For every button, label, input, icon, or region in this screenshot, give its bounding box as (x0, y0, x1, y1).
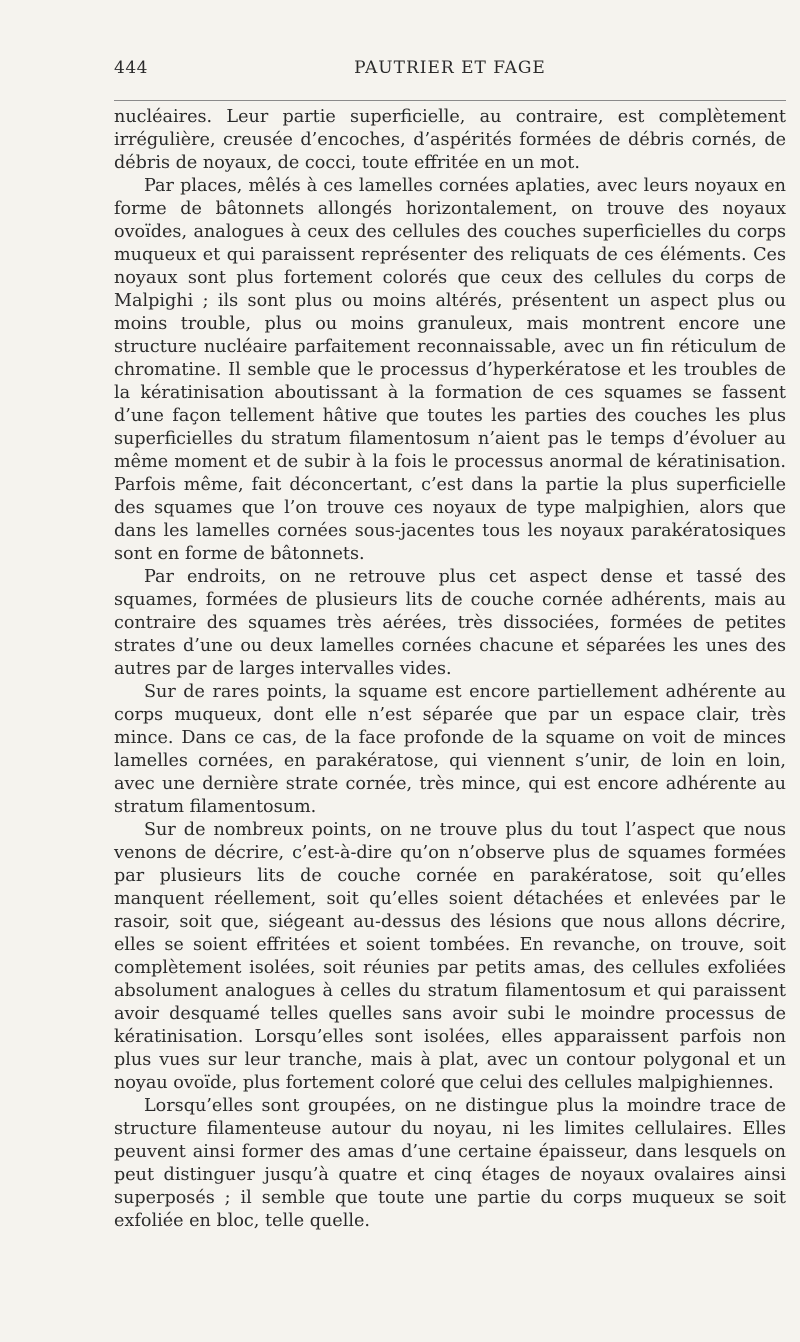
paragraph: Lorsqu’elles sont groupées, on ne distingue plus la moindre trace de structure filamenteuse autour du noyau, ni les limites cellulaires. Elles peuvent ainsi former des amas d’une certaine épaisseur, dans lesquels on peut distinguer jusqu’à quatre et cinq étages de noyaux ovalaires ainsi superposés ; il semble que toute une partie du corps muqueux se soit exfoliée en bloc, telle quelle. (114, 1096, 786, 1231)
page-number: 444 (114, 58, 148, 78)
paragraph: Par endroits, on ne retrouve plus cet aspect dense et tassé des squames, formées de plusieurs lits de couche cornée adhérents, mais au contraire des squames très aérées, très dissociées, formées de petites strates d’une ou deux lamelles cornées chacune et séparées les unes des autres par de larges intervalles vides. (114, 567, 786, 679)
paragraph: Sur de rares points, la squame est encore partiellement adhérente au corps muqueux, dont elle n’est séparée que par un espace clair, très mince. Dans ce cas, de la face profonde de la squame on voit de minces lamelles cornées, en parakératose, qui viennent s’unir, de loin en loin, avec une dernière strate cornée, très mince, qui est encore adhérente au stratum filamentosum. (114, 682, 786, 817)
page-header (114, 58, 786, 86)
body-text (114, 106, 786, 1233)
header-rule (114, 100, 786, 101)
paragraph: Par places, mêlés à ces lamelles cornées aplaties, avec leurs noyaux en forme de bâtonnets allongés horizontalement, on trouve des noyaux ovoïdes, analogues à ceux des cellules des couches superficielles du corps muqueux et qui paraissent représenter des reliquats de ces éléments. Ces noyaux sont plus fortement colorés que ceux des cellules du corps de Malpighi ; ils sont plus ou moins altérés, présentent un aspect plus ou moins trouble, plus ou moins granuleux, mais montrent encore une structure nucléaire parfaitement reconnaissable, avec un fin réticulum de chromatine. Il semble que le processus d’hyperkératose et les troubles de la kératinisation aboutissant à la formation de ces squames se fassent d’une façon tellement hâtive que toutes les parties des couches les plus superficielles du stratum filamentosum n’aient pas le temps d’évoluer au même moment et de subir à la fois le processus anormal de kératinisation. Parfois même, fait déconcertant, c’est dans la partie la plus superficielle des squames que l’on trouve ces noyaux de type malpighien, alors que dans les lamelles cornées sous-jacentes tous les noyaux parakératosiques sont en forme de bâtonnets. (114, 176, 786, 564)
paragraph-continuation: nucléaires. Leur partie superficielle, au contraire, est complètement irrégulière, creusée d’encoches, d’aspérités formées de débris cornés, de débris de noyaux, de cocci, toute effritée en un mot. (114, 107, 786, 173)
running-title: PAUTRIER ET FAGE (354, 58, 546, 78)
paragraph: Sur de nombreux points, on ne trouve plus du tout l’aspect que nous venons de décrire, c’est-à-dire qu’on n’observe plus de squames formées par plusieurs lits de couche cornée en parakératose, soit qu’elles manquent réellement, soit qu’elles soient détachées et enlevées par le rasoir, soit que, siégeant au-dessus des lésions que nous allons décrire, elles se soient effritées et soient tombées. En revanche, on trouve, soit complètement isolées, soit réunies par petits amas, des cellules exfoliées absolument analogues à celles du stratum filamentosum et qui paraissent avoir desquamé telles quelles sans avoir subi le moindre processus de kératinisation. Lorsqu’elles sont isolées, elles apparaissent parfois non plus vues sur leur tranche, mais à plat, avec un contour polygonal et un noyau ovoïde, plus fortement coloré que celui des cellules malpighiennes. (114, 820, 786, 1093)
